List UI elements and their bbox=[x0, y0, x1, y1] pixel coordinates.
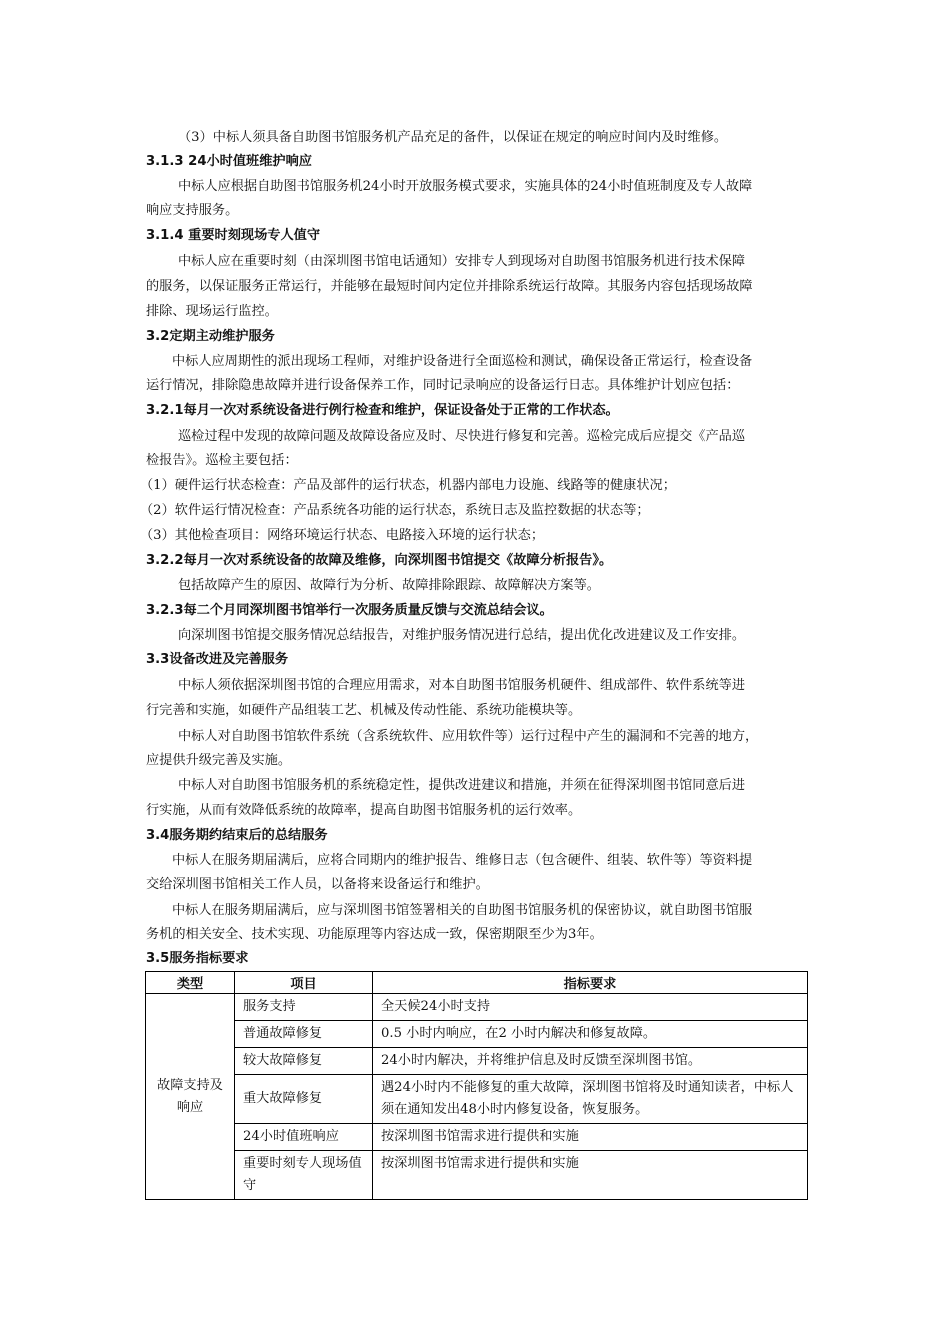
paragraph-line: 包括故障产生的原因、故障行为分析、故障排除跟踪、故障解决方案等。 bbox=[178, 578, 600, 593]
requirement-cell: 按深圳图书馆需求进行提供和实施 bbox=[373, 1151, 808, 1200]
requirement-cell: 24小时内解决，并将维护信息及时反馈至深圳图书馆。 bbox=[373, 1048, 808, 1075]
section-heading-3-2-1: 3.2.1每月一次对系统设备进行例行检查和维护，保证设备处于正常的工作状态。 bbox=[146, 403, 619, 418]
table-row bbox=[146, 1021, 808, 1048]
paragraph-line: 中标人在服务期届满后，应将合同期内的维护报告、维修日志（包含硬件、组装、软件等）等资料提 bbox=[172, 853, 753, 868]
paragraph-line: 务机的相关安全、技术实现、功能原理等内容达成一致，保密期限至少为3年。 bbox=[146, 927, 603, 942]
paragraph-line: 行实施，从而有效降低系统的故障率，提高自助图书馆服务机的运行效率。 bbox=[146, 803, 582, 818]
requirement-cell: 0.5 小时内响应，在2 小时内解决和修复故障。 bbox=[373, 1021, 808, 1048]
paragraph-line: 检报告》。巡检主要包括： bbox=[146, 453, 298, 468]
paragraph-line: 中标人应根据自助图书馆服务机24小时开放服务模式要求，实施具体的24小时值班制度及专人故障 bbox=[178, 179, 753, 194]
section-heading-3-2-2: 3.2.2每月一次对系统设备的故障及维修，向深圳图书馆提交《故障分析报告》。 bbox=[146, 553, 613, 568]
paragraph-line: 行完善和实施，如硬件产品组装工艺、机械及传动性能、系统功能模块等。 bbox=[146, 703, 582, 718]
paragraph-line: 中标人应在重要时刻（由深圳图书馆电话通知）安排专人到现场对自助图书馆服务机进行技术保障 bbox=[178, 254, 746, 269]
paragraph-line: 响应支持服务。 bbox=[146, 203, 239, 218]
item-cell: 重大故障修复 bbox=[235, 1075, 373, 1124]
requirement-cell: 遇24小时内不能修复的重大故障，深圳图书馆将及时通知读者，中标人须在通知发出48小时内修复设备，恢复服务。 bbox=[373, 1075, 808, 1124]
item-cell: 24小时值班响应 bbox=[235, 1124, 373, 1151]
item-cell: 较大故障修复 bbox=[235, 1048, 373, 1075]
section-heading-3-2: 3.2定期主动维护服务 bbox=[146, 329, 275, 344]
item-cell: 服务支持 bbox=[235, 994, 373, 1021]
list-item: （2）软件运行情况检查：产品系统各功能的运行状态，系统日志及监控数据的状态等； bbox=[140, 503, 650, 518]
list-item: （3）其他检查项目：网络环境运行状态、电路接入环境的运行状态； bbox=[140, 528, 545, 543]
table-row bbox=[146, 1075, 808, 1124]
paragraph-line: 中标人对自助图书馆软件系统（含系统软件、应用软件等）运行过程中产生的漏洞和不完善的地方， bbox=[178, 729, 759, 744]
paragraph-line: 向深圳图书馆提交服务情况总结报告，对维护服务情况进行总结，提出优化改进建议及工作安排。 bbox=[178, 628, 746, 643]
section-heading-3-4: 3.4服务期约结束后的总结服务 bbox=[146, 828, 328, 843]
table-row bbox=[146, 1048, 808, 1075]
section-heading-3-1-4: 3.1.4 重要时刻现场专人值守 bbox=[146, 228, 321, 243]
table-row bbox=[146, 1124, 808, 1151]
list-item: （1）硬件运行状态检查：产品及部件的运行状态，机器内部电力设施、线路等的健康状况； bbox=[140, 478, 676, 493]
table-row bbox=[146, 1151, 808, 1200]
table-header-cell: 类型 bbox=[146, 972, 235, 994]
section-heading-3-1-3: 3.1.3 24小时值班维护响应 bbox=[146, 154, 312, 169]
paragraph-line: 排除、现场运行监控。 bbox=[146, 304, 278, 319]
paragraph-line: 的服务，以保证服务正常运行，并能够在最短时间内定位并排除系统运行故障。其服务内容包括现场故障 bbox=[146, 279, 753, 294]
paragraph-line: 中标人在服务期届满后，应与深圳图书馆签署相关的自助图书馆服务机的保密协议，就自助图书馆服 bbox=[172, 903, 753, 918]
category-cell: 故障支持及响应 bbox=[146, 994, 235, 1200]
requirement-cell: 按深圳图书馆需求进行提供和实施 bbox=[373, 1124, 808, 1151]
section-heading-3-2-3: 3.2.3每二个月同深圳图书馆举行一次服务质量反馈与交流总结会议。 bbox=[146, 603, 553, 618]
table-header-row bbox=[146, 972, 808, 994]
paragraph-line: 应提供升级完善及实施。 bbox=[146, 753, 292, 768]
paragraph-line: 中标人须依据深圳图书馆的合理应用需求，对本自助图书馆服务机硬件、组成部件、软件系统等进 bbox=[178, 678, 746, 693]
table-header-cell: 项目 bbox=[235, 972, 373, 994]
paragraph-line: 运行情况，排除隐患故障并进行设备保养工作，同时记录响应的设备运行日志。具体维护计划应包括： bbox=[146, 378, 740, 393]
requirement-cell: 全天候24小时支持 bbox=[373, 994, 808, 1021]
service-indicator-table bbox=[145, 971, 808, 1200]
table-header-cell: 指标要求 bbox=[373, 972, 808, 994]
item-cell: 重要时刻专人现场值守 bbox=[235, 1151, 373, 1200]
item-cell: 普通故障修复 bbox=[235, 1021, 373, 1048]
table-row bbox=[146, 994, 808, 1021]
list-item: （3）中标人须具备自助图书馆服务机产品充足的备件，以保证在规定的响应时间内及时维修。 bbox=[178, 130, 728, 145]
paragraph-line: 交给深圳图书馆相关工作人员，以备将来设备运行和维护。 bbox=[146, 877, 489, 892]
section-heading-3-3: 3.3设备改进及完善服务 bbox=[146, 652, 289, 667]
section-heading-3-5: 3.5服务指标要求 bbox=[146, 951, 249, 966]
paragraph-line: 巡检过程中发现的故障问题及故障设备应及时、尽快进行修复和完善。巡检完成后应提交《产品巡 bbox=[178, 429, 746, 444]
paragraph-line: 中标人对自助图书馆服务机的系统稳定性，提供改进建议和措施，并须在征得深圳图书馆同意后进 bbox=[178, 778, 746, 793]
paragraph-line: 中标人应周期性的派出现场工程师，对维护设备进行全面巡检和测试，确保设备正常运行，检查设备 bbox=[172, 354, 753, 369]
